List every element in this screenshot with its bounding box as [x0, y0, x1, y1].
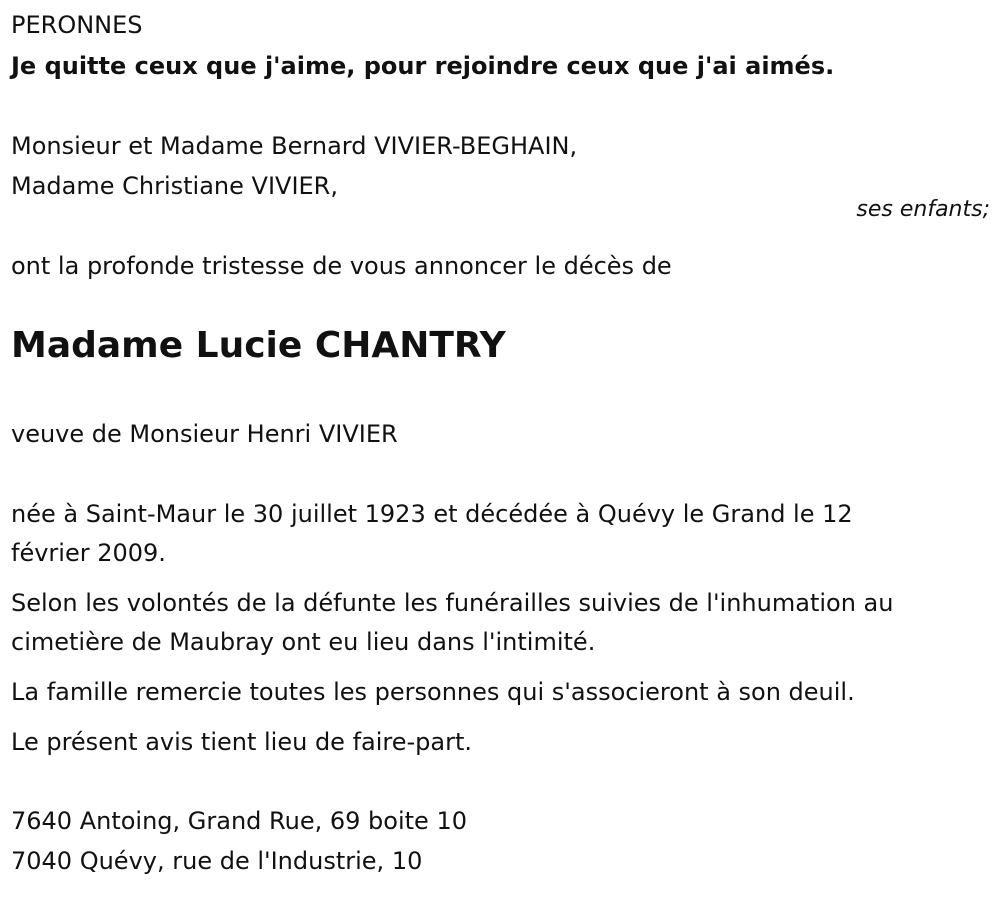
address-line-1: 7640 Antoing, Grand Rue, 69 boite 10	[11, 807, 467, 835]
quote-line: Je quitte ceux que j'aime, pour rejoindre ceux que j'ai aimés.	[11, 52, 835, 80]
announcement-line: ont la profonde tristesse de vous annoncer le décès de	[11, 252, 672, 280]
address-line-2: 7040 Quévy, rue de l'Industrie, 10	[11, 847, 423, 875]
location-heading: PERONNES	[11, 11, 143, 39]
birth-death-line-2: février 2009.	[11, 539, 166, 567]
funeral-line-1: Selon les volontés de la défunte les funérailles suivies de l'inhumation au	[11, 589, 894, 617]
relation-label: ses enfants;	[856, 197, 990, 222]
thanks-line: La famille remercie toutes les personnes qui s'associeront à son deuil.	[11, 678, 855, 706]
deceased-name: Madame Lucie CHANTRY	[11, 325, 506, 366]
widow-line: veuve de Monsieur Henri VIVIER	[11, 420, 398, 448]
family-line-2: Madame Christiane VIVIER,	[11, 172, 338, 200]
birth-death-line-1: née à Saint-Maur le 30 juillet 1923 et décédée à Quévy le Grand le 12	[11, 500, 853, 528]
funeral-line-2: cimetière de Maubray ont eu lieu dans l'intimité.	[11, 628, 596, 656]
family-line-1: Monsieur et Madame Bernard VIVIER-BEGHAIN,	[11, 132, 578, 160]
notice-line: Le présent avis tient lieu de faire-part.	[11, 728, 473, 756]
